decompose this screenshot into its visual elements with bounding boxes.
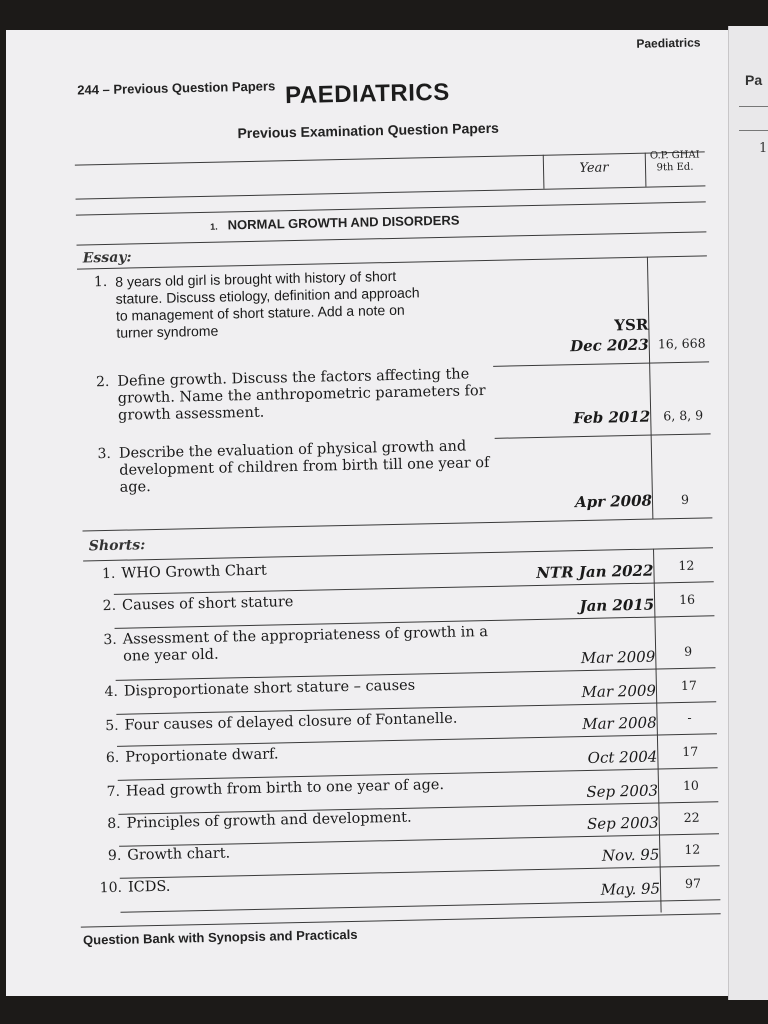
short-question-number: 4.	[104, 683, 119, 701]
short-question-text	[123, 623, 554, 666]
page-subtitle: Previous Examination Question Papers	[237, 119, 500, 142]
short-reference: 17	[682, 743, 699, 759]
page-title: PAEDIATRICS	[284, 78, 450, 110]
short-exam-year: Sep 2003	[586, 781, 659, 802]
section-title	[210, 209, 610, 232]
essay-question-number: 1.	[93, 273, 108, 291]
essay-question-line: Define growth. Discuss the factors affecting the	[117, 366, 470, 390]
facing-page-rule	[739, 106, 768, 107]
short-reference: 97	[684, 875, 702, 891]
essay-reference: 9	[680, 491, 690, 507]
short-reference: -	[687, 709, 692, 725]
year-col-divider	[543, 155, 545, 189]
short-question-text	[121, 557, 551, 583]
short-question-line: Growth chart.	[127, 845, 231, 864]
essay-question-line: development of children from birth till one year of	[119, 454, 490, 479]
short-question-number: 2.	[102, 597, 117, 615]
shorts-label: Shorts:	[88, 537, 146, 555]
short-question-number: 10.	[99, 879, 123, 897]
facing-page	[728, 26, 768, 1000]
short-exam-year: Sep 2003	[586, 813, 659, 834]
running-header-right: Paediatrics	[636, 35, 701, 51]
facing-page-header: Pa	[745, 72, 763, 88]
short-question-text	[126, 807, 556, 833]
page-footer: Question Bank with Synopsis and Practicals	[82, 926, 358, 948]
edition-header-line2: 9th Ed.	[656, 161, 694, 174]
short-exam-year: Mar 2009	[580, 647, 656, 668]
page-content	[6, 30, 728, 996]
short-question-number: 3.	[103, 631, 117, 649]
short-reference: 9	[684, 643, 693, 659]
short-question-number: 1.	[101, 565, 116, 583]
essay-question-line: turner syndrome	[116, 322, 219, 341]
essay-question-text	[119, 437, 550, 497]
short-exam-year: Jan 2015	[579, 595, 655, 616]
running-header: 244 – Previous Question Papers	[77, 78, 276, 98]
short-question-line: Proportionate dwarf.	[125, 746, 279, 766]
essay-question-line: growth assessment.	[117, 404, 265, 424]
essay-question-line: growth. Name the anthropometric parameters for	[117, 383, 486, 407]
essay-reference: 16, 668	[657, 335, 706, 352]
essay-question-text	[117, 365, 548, 425]
essay-question-line: age.	[119, 479, 151, 496]
essay-question-line: 8 years old girl is brought with history of short	[115, 267, 397, 290]
facing-page-digit: 1	[759, 141, 768, 156]
short-question-number: 7.	[106, 783, 121, 801]
essay-exam-year-line: YSR	[614, 315, 649, 335]
short-question-line: one year old.	[122, 646, 219, 665]
short-exam-year: Mar 2008	[582, 713, 657, 734]
short-question-line: Assessment of the appropriateness of growth in a	[122, 624, 489, 648]
essay-exam-year-line: Apr 2008	[574, 491, 653, 512]
short-exam-year: May. 95	[600, 879, 661, 899]
section-number: 1.	[210, 221, 218, 232]
short-question-number: 8.	[107, 815, 121, 833]
short-reference: 22	[683, 809, 700, 825]
short-question-text	[127, 839, 557, 865]
essay-question-number: 2.	[95, 373, 110, 391]
essay-exam-year	[502, 317, 649, 360]
essay-question-line: stature. Discuss etiology, definition and approach	[115, 284, 420, 307]
essay-reference: 6, 8, 9	[663, 407, 704, 424]
book-page	[6, 30, 728, 996]
essay-exam-year	[504, 409, 650, 432]
short-question-line: ICDS.	[127, 878, 171, 896]
essay-question-number: 3.	[97, 445, 112, 463]
short-reference: 12	[678, 557, 695, 574]
short-question-line: Causes of short stature	[121, 594, 294, 614]
essay-exam-year-line: Feb 2012	[573, 407, 651, 428]
short-question-text	[128, 871, 558, 897]
short-exam-year: NTR Jan 2022	[536, 561, 654, 583]
essay-question-line: Describe the evaluation of physical growth and	[118, 438, 467, 462]
short-exam-year: Nov. 95	[601, 845, 660, 865]
footer-rule	[81, 913, 721, 927]
edition-header-line1: O.P. GHAI	[649, 149, 700, 162]
short-exam-year: Mar 2009	[581, 681, 657, 702]
essay-ref-divider	[647, 257, 653, 519]
short-question-line: Head growth from birth to one year of age.	[125, 776, 445, 800]
essay-label: Essay:	[82, 249, 132, 267]
short-exam-year: Oct 2004	[587, 747, 658, 767]
short-reference: 17	[680, 677, 697, 694]
short-reference: 16	[678, 591, 696, 608]
short-question-number: 9.	[107, 847, 122, 865]
short-question-number: 6.	[105, 749, 120, 767]
short-reference: 12	[684, 841, 701, 857]
section-bottom-rule	[77, 231, 707, 245]
short-question-line: Disproportionate short stature – causes	[123, 677, 416, 700]
section-title-text: NORMAL GROWTH AND DISORDERS	[227, 212, 460, 233]
essay-bottom-rule	[82, 517, 712, 531]
short-question-line: Principles of growth and development.	[126, 809, 412, 832]
essay-question-line: to management of short stature. Add a note on	[115, 301, 405, 324]
short-question-line: Four causes of delayed closure of Fontanelle.	[124, 710, 458, 734]
short-reference: 10	[682, 777, 700, 793]
year-column-header: Year	[579, 160, 609, 177]
short-question-number: 5.	[105, 717, 119, 735]
essay-question-text	[115, 265, 546, 342]
table-header-rule	[76, 185, 706, 199]
short-question-line: WHO Growth Chart	[121, 562, 267, 582]
edition-column-header	[647, 149, 703, 174]
essay-exam-year	[506, 493, 652, 516]
essay-exam-year-line: Dec 2023	[569, 335, 649, 356]
short-row-rule	[120, 899, 720, 913]
facing-page-rule	[739, 130, 768, 131]
